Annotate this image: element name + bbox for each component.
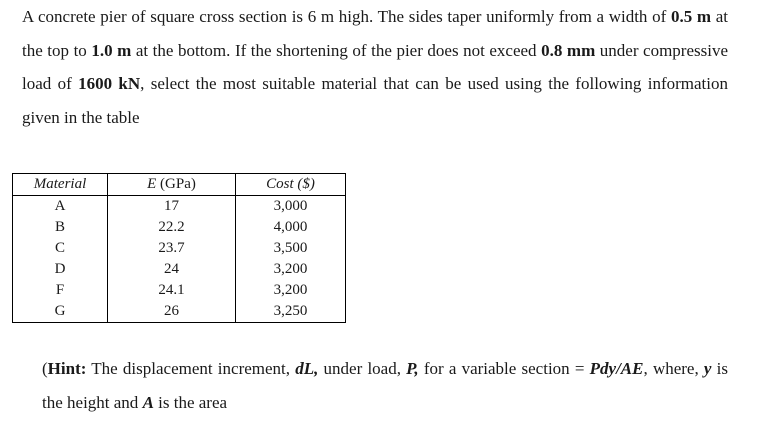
table-row bbox=[13, 280, 346, 301]
hint-open-paren: ( bbox=[42, 359, 48, 378]
header-modulus-symbol: E bbox=[147, 176, 157, 192]
hint-text-1: The displacement increment, bbox=[86, 359, 296, 378]
hint-text-3: for a variable section = bbox=[418, 359, 590, 378]
cell-material: C bbox=[13, 238, 108, 259]
hint-text-4: , where, bbox=[643, 359, 704, 378]
cell-modulus: 26 bbox=[108, 301, 236, 323]
header-modulus bbox=[108, 174, 236, 196]
cell-modulus: 17 bbox=[108, 196, 236, 218]
cell-material: D bbox=[13, 259, 108, 280]
problem-text-5: , select the most suitable material that can be used using the following information given in the table bbox=[22, 74, 729, 127]
hint-text-2: under load, bbox=[318, 359, 407, 378]
cell-cost: 3,200 bbox=[236, 259, 346, 280]
shortening-value: 0.8 mm bbox=[541, 40, 596, 60]
hint-paragraph bbox=[42, 352, 728, 420]
problem-text-1: A concrete pier of square cross section is 6 m high. The sides taper uniformly from a width of bbox=[22, 7, 671, 26]
cell-cost: 3,500 bbox=[236, 238, 346, 259]
header-cost: Cost ($) bbox=[236, 174, 346, 196]
problem-statement bbox=[22, 0, 728, 134]
header-modulus-unit: (GPa) bbox=[156, 176, 196, 192]
table-row bbox=[13, 217, 346, 238]
header-material: Material bbox=[13, 174, 108, 196]
problem-text-2: at the top to bbox=[22, 7, 728, 60]
hint-text-5: is the height and bbox=[42, 359, 729, 412]
cell-modulus: 24.1 bbox=[108, 280, 236, 301]
hint-label: Hint: bbox=[47, 359, 87, 378]
hint-symbol-p: P, bbox=[406, 359, 419, 378]
cell-cost: 3,000 bbox=[236, 196, 346, 218]
hint-formula: Pdy/AE bbox=[589, 359, 644, 378]
cell-cost: 3,250 bbox=[236, 301, 346, 323]
cell-material: G bbox=[13, 301, 108, 323]
hint-text-6: is the area bbox=[153, 393, 228, 412]
cell-material: B bbox=[13, 217, 108, 238]
cell-modulus: 23.7 bbox=[108, 238, 236, 259]
problem-text-3: at the bottom. If the shortening of the pier does not exceed bbox=[131, 40, 542, 60]
problem-text-4: under compressive load of bbox=[22, 40, 729, 93]
load-value: 1600 kN bbox=[78, 74, 141, 93]
cell-cost: 4,000 bbox=[236, 217, 346, 238]
cell-cost: 3,200 bbox=[236, 280, 346, 301]
hint-symbol-dl: dL, bbox=[295, 359, 319, 378]
cell-material: A bbox=[13, 196, 108, 218]
cell-modulus: 22.2 bbox=[108, 217, 236, 238]
table-row bbox=[13, 259, 346, 280]
table-row bbox=[13, 238, 346, 259]
materials-table bbox=[12, 173, 346, 323]
top-width-value: 0.5 m bbox=[670, 7, 712, 26]
hint-symbol-a: A bbox=[142, 393, 154, 412]
bottom-width-value: 1.0 m bbox=[91, 40, 132, 60]
table-header-row bbox=[13, 174, 346, 196]
table-row bbox=[13, 301, 346, 323]
hint-symbol-y: y bbox=[703, 359, 712, 378]
table-row bbox=[13, 196, 346, 218]
cell-modulus: 24 bbox=[108, 259, 236, 280]
cell-material: F bbox=[13, 280, 108, 301]
